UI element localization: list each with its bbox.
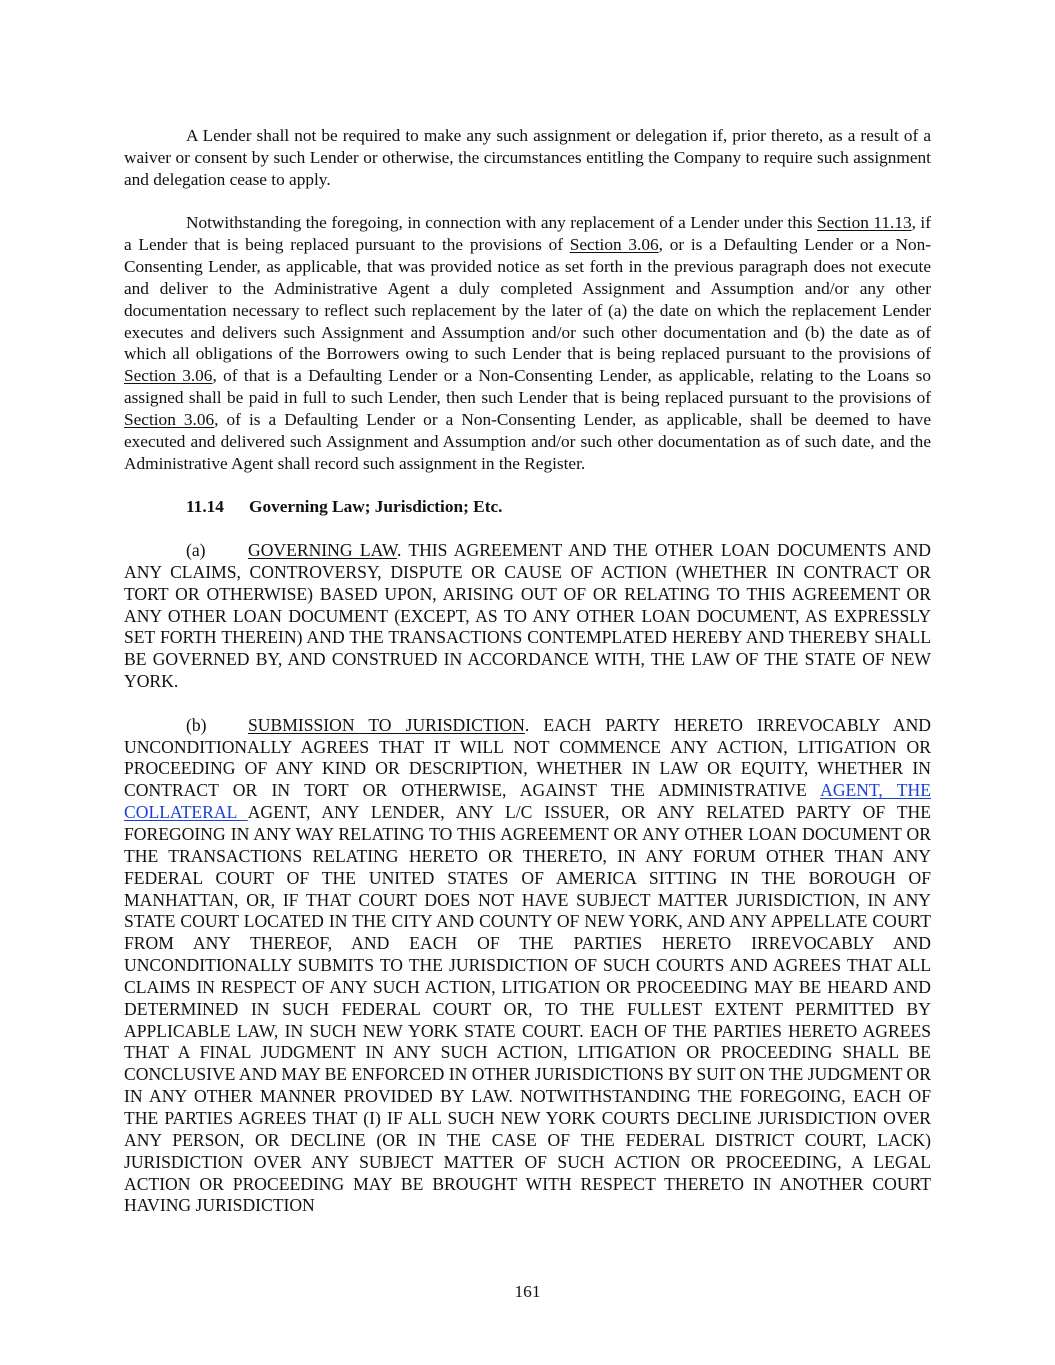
paragraph-text: , if a Lender that is being replaced pursuant to the provisions of — [124, 213, 931, 255]
collateral-agent-link[interactable]: AGENT, THE COLLATERAL — [124, 780, 931, 823]
section-reference-3-06: Section 3.06 — [124, 366, 213, 386]
section-reference-11-13: Section 11.13 — [817, 213, 912, 233]
clause-heading: SUBMISSION TO JURISDICTION — [248, 714, 525, 735]
paragraph-text: A Lender shall not be required to make any such assignment or delegation if, prior thereto, as a result of a waiver or consent by such Lender or otherwise, the circumstances entitling the Company to require such assignment and delegation cease to apply. — [124, 126, 931, 189]
section-number: 11.14 — [186, 497, 224, 517]
clause-label: (a) — [186, 540, 206, 561]
paragraph-replacement-lender — [124, 212, 931, 474]
paragraph-text: , of is a Defaulting Lender or a Non-Consenting Lender, as applicable, shall be deemed to have executed and delivered such Assignment and Assumption and/or such other documentation as of such date, and the Administrative Agent shall record such assignment in the Register. — [124, 409, 931, 473]
paragraph-text: , of that is a Defaulting Lender or a Non-Consenting Lender, as applicable, relating to the Loans so assigned shall be paid in full to such Lender, then such Lender that is being replaced pursuant to the provisions of — [124, 366, 931, 408]
section-reference-3-06: Section 3.06 — [569, 235, 659, 255]
section-title: Governing Law; Jurisdiction; Etc. — [249, 497, 503, 517]
section-reference-3-06: Section 3.06 — [124, 409, 215, 429]
paragraph-gap — [124, 475, 931, 497]
paragraph-submission-to-jurisdiction — [124, 715, 931, 1217]
document-page — [124, 125, 931, 1217]
clause-heading: GOVERNING LAW — [248, 540, 397, 561]
paragraph-assignment-waiver — [124, 125, 931, 191]
paragraph-text: , or is a Defaulting Lender or a Non-Consenting Lender, as applicable, that was provided notice as set forth in the previous paragraph does not execute and deliver to the Administrative Agent a duly completed Assignment and Assumption and/or any other documentation necessary to reflect such replacement by the later of (a) the date on which the replacement Lender executes and delivers such Assignment and Assumption and/or such other documentation and (b) the date as of which all obligations of the Borrowers owing to such Lender that is being replaced pursuant to the provisions of — [124, 235, 931, 364]
paragraph-gap — [124, 693, 931, 715]
page-number: 161 — [514, 1282, 541, 1301]
section-heading — [124, 496, 931, 518]
clause-label: (b) — [186, 714, 207, 735]
paragraph-text: AGENT, ANY LENDER, ANY L/C ISSUER, OR ANY RELATED PARTY OF THE FOREGOING IN ANY WAY RELATING TO THIS AGREEMENT OR ANY OTHER LOAN DOCUMENT OR THE TRANSACTIONS RELATING HERETO OR THERETO, IN ANY FORUM OTHER THAN ANY FEDERAL COURT OF THE UNITED STATES OF AMERICA SITTING IN THE BOROUGH OF MANHATTAN, OR, IF THAT COURT DOES NOT HAVE SUBJECT MATTER JURISDICTION, IN ANY STATE COURT LOCATED IN THE CITY AND COUNTY OF NEW YORK, AND ANY APPELLATE COURT FROM ANY THEREOF, AND EACH OF THE PARTIES HERETO IRREVOCABLY AND UNCONDITIONALLY SUBMITS TO THE JURISDICTION OF SUCH COURTS AND AGREES THAT ALL CLAIMS IN RESPECT OF ANY SUCH ACTION, LITIGATION OR PROCEEDING MAY BE HEARD AND DETERMINED IN SUCH FEDERAL COURT OR, TO THE FULLEST EXTENT PERMITTED BY APPLICABLE LAW, IN SUCH NEW YORK STATE COURT. EACH OF THE PARTIES HERETO AGREES THAT A FINAL JUDGMENT IN ANY SUCH ACTION, LITIGATION OR PROCEEDING SHALL BE CONCLUSIVE AND MAY BE ENFORCED IN OTHER JURISDICTIONS BY SUIT ON THE JUDGMENT OR IN ANY OTHER MANNER PROVIDED BY LAW. NOTWITHSTANDING THE FOREGOING, EACH OF THE PARTIES AGREES THAT (I) IF ALL SUCH NEW YORK COURTS DECLINE JURISDICTION OVER ANY PERSON, OR DECLINE (OR IN THE CASE OF THE FEDERAL DISTRICT COURT, LACK) JURISDICTION OVER ANY SUBJECT MATTER OF SUCH ACTION OR PROCEEDING, A LEGAL ACTION OR PROCEEDING MAY BE BROUGHT WITH RESPECT THERETO IN ANOTHER COURT HAVING JURISDICTION — [124, 802, 931, 1216]
paragraph-text: Notwithstanding the foregoing, in connection with any replacement of a Lender under this — [186, 213, 818, 233]
paragraph-governing-law — [124, 540, 931, 693]
paragraph-text: . THIS AGREEMENT AND THE OTHER LOAN DOCUMENTS AND ANY CLAIMS, CONTROVERSY, DISPUTE OR CAUSE OF ACTION (WHETHER IN CONTRACT OR TORT OR OTHERWISE) BASED UPON, ARISING OUT OF OR RELATING TO THIS AGREEMENT OR ANY OTHER LOAN DOCUMENT (EXCEPT, AS TO ANY OTHER LOAN DOCUMENT, AS EXPRESSLY SET FORTH THEREIN) AND THE TRANSACTIONS CONTEMPLATED HEREBY AND THEREBY SHALL BE GOVERNED BY, AND CONSTRUED IN ACCORDANCE WITH, THE LAW OF THE STATE OF NEW YORK. — [124, 540, 932, 692]
paragraph-gap — [124, 518, 931, 540]
paragraph-text: . EACH PARTY HERETO IRREVOCABLY AND UNCONDITIONALLY AGREES THAT IT WILL NOT COMMENCE ANY ACTION, LITIGATION OR PROCEEDING OF ANY KIND OR DESCRIPTION, WHETHER IN LAW OR EQUITY, WHETHER IN CONTRACT OR IN TORT OR OTHERWISE, AGAINST THE ADMINISTRATIVE — [124, 714, 931, 801]
paragraph-gap — [124, 191, 931, 213]
